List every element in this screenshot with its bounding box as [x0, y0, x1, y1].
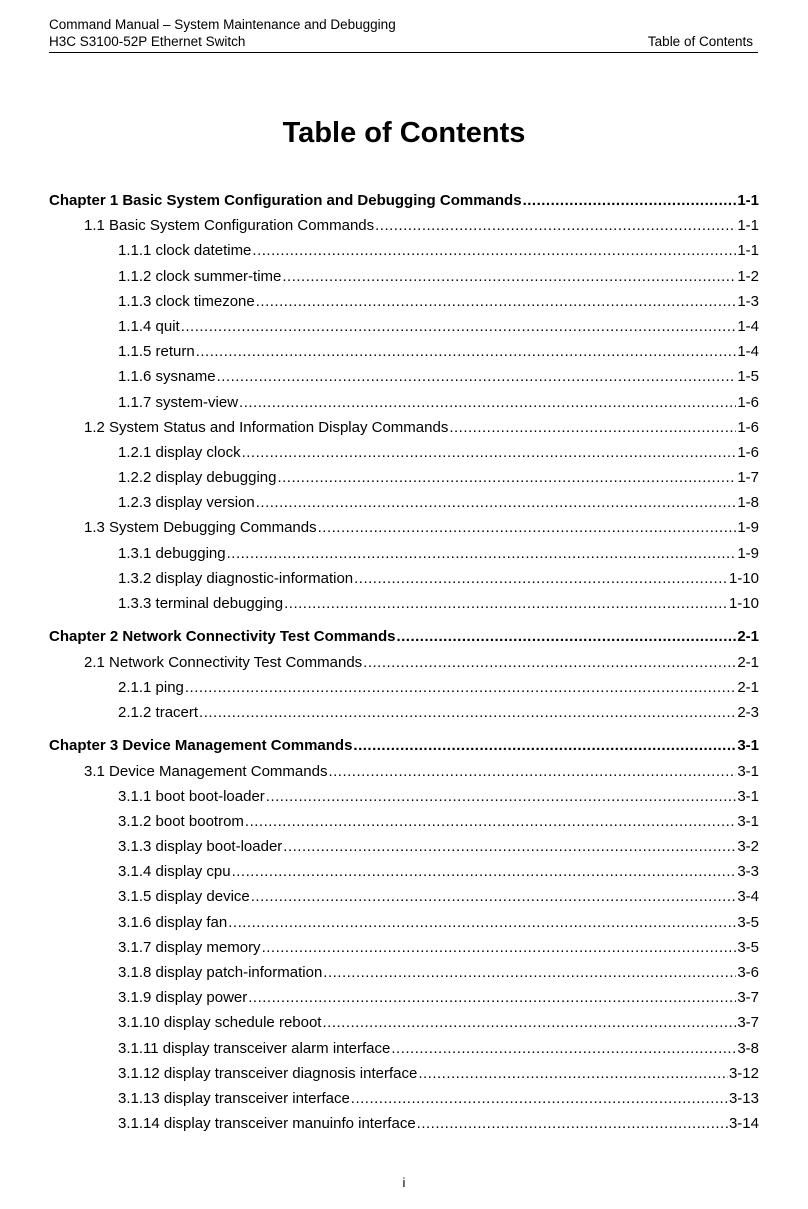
toc-entry-label: 1.1.3 clock timezone: [118, 292, 255, 310]
toc-subsection-entry[interactable]: [49, 1086, 759, 1111]
toc-entry-page: 3-1: [737, 762, 759, 780]
toc-subsection-entry[interactable]: [49, 1010, 759, 1035]
toc-dot-leader: [217, 364, 737, 389]
toc-dot-leader: [417, 1111, 728, 1136]
toc-subsection-entry[interactable]: [49, 884, 759, 909]
toc-subsection-entry[interactable]: [49, 440, 759, 465]
header-product: H3C S3100-52P Ethernet Switch: [49, 34, 246, 49]
toc-subsection-entry[interactable]: [49, 859, 759, 884]
toc-entry-label: Chapter 3 Device Management Commands: [49, 737, 353, 755]
toc-subsection-entry[interactable]: [49, 809, 759, 834]
toc-entry-label: 3.1.8 display patch-information: [118, 964, 323, 981]
toc-subsection-entry[interactable]: [49, 910, 759, 935]
toc-entry-label: 1.3.1 debugging: [118, 544, 226, 562]
toc-section-entry[interactable]: [49, 515, 759, 540]
toc-entry-page: 3-5: [737, 913, 759, 931]
toc-entry-page: 1-8: [737, 494, 759, 512]
toc-entry-label: 1.1 Basic System Configuration Commands: [84, 217, 375, 235]
toc-dot-leader: [185, 675, 736, 700]
toc-dot-leader: [266, 784, 737, 809]
toc-entry-page: 3-12: [728, 1064, 759, 1082]
toc-dot-leader: [396, 624, 736, 649]
toc-dot-leader: [227, 541, 737, 566]
toc-subsection-entry[interactable]: [49, 700, 759, 725]
toc-dot-leader: [181, 314, 737, 339]
toc-subsection-entry[interactable]: [49, 465, 759, 490]
toc-entry-page: 1-4: [737, 343, 759, 361]
toc-entry-page: 3-2: [737, 838, 759, 856]
toc-subsection-entry[interactable]: [49, 566, 759, 591]
toc-dot-leader: [256, 289, 737, 314]
page-header: [49, 16, 753, 50]
toc-entry-page: 3-5: [737, 938, 759, 956]
toc-dot-leader: [318, 515, 737, 540]
header-manual-title: Command Manual – System Maintenance and Debugging: [49, 17, 396, 32]
toc-entry-label: Chapter 1 Basic System Configuration and Debugging Commands: [49, 192, 522, 209]
toc-entry-label: 1.3 System Debugging Commands: [84, 519, 317, 537]
toc-entry-label: 3.1.14 display transceiver manuinfo interface: [118, 1115, 416, 1133]
toc-dot-leader: [251, 884, 737, 909]
toc-dot-leader: [242, 440, 737, 465]
toc-entry-label: 3.1.12 display transceiver diagnosis interface: [118, 1064, 418, 1082]
toc-entry-label: 1.1.7 system-view: [118, 393, 239, 411]
toc-entry-page: 3-7: [737, 989, 759, 1007]
page-title: Table of Contents: [282, 117, 526, 149]
toc-entry-page: 1-7: [737, 469, 759, 487]
toc-entry-label: 1.2.3 display version: [118, 494, 255, 512]
header-row-top: [49, 16, 753, 33]
toc-entry-page: 2-1: [737, 653, 759, 671]
toc-entry-label: 1.1.6 sysname: [118, 368, 216, 386]
toc-entry-page: 1-3: [737, 292, 759, 310]
toc-entry-label: 3.1.2 boot bootrom: [118, 812, 244, 830]
toc-entry-label: 3.1.11 display transceiver alarm interface: [118, 1039, 391, 1057]
toc-subsection-entry[interactable]: [49, 1036, 759, 1061]
toc-entry-label: 3.1.13 display transceiver interface: [118, 1089, 350, 1107]
toc-subsection-entry[interactable]: [49, 1111, 759, 1136]
toc-entry-page: 1-6: [737, 443, 759, 461]
toc-entry-page: 1-6: [737, 393, 759, 411]
toc-entry-page: 3-6: [737, 964, 759, 981]
toc-dot-leader: [245, 809, 736, 834]
toc-dot-leader: [353, 733, 736, 758]
toc-dot-leader: [228, 910, 736, 935]
toc-entry-label: 1.1.5 return: [118, 343, 195, 361]
toc-entry-page: 1-1: [737, 192, 759, 209]
toc-entry-page: 3-8: [737, 1039, 759, 1057]
toc-subsection-entry[interactable]: [49, 490, 759, 515]
toc-dot-leader: [239, 390, 736, 415]
table-of-contents: [49, 188, 759, 1136]
header-rule: [49, 52, 758, 53]
toc-entry-page: 1-9: [737, 519, 759, 537]
toc-subsection-entry[interactable]: [49, 784, 759, 809]
toc-chapter-entry[interactable]: [49, 733, 759, 758]
page-number: i: [402, 1175, 406, 1190]
toc-subsection-entry[interactable]: [49, 314, 759, 339]
toc-chapter-entry[interactable]: [49, 188, 759, 213]
toc-dot-leader: [322, 1010, 736, 1035]
toc-entry-label: 3.1.7 display memory: [118, 938, 261, 956]
toc-entry-label: 2.1.2 tracert: [118, 703, 199, 721]
toc-entry-label: 3.1.10 display schedule reboot: [118, 1014, 322, 1032]
toc-subsection-entry[interactable]: [49, 390, 759, 415]
toc-entry-page: 3-4: [737, 888, 759, 906]
toc-section-entry[interactable]: [49, 415, 759, 440]
toc-chapter-entry[interactable]: [49, 624, 759, 649]
toc-dot-leader: [232, 859, 737, 884]
toc-dot-leader: [418, 1061, 728, 1086]
toc-entry-label: 3.1 Device Management Commands: [84, 762, 328, 780]
toc-subsection-entry[interactable]: [49, 591, 759, 616]
toc-dot-leader: [328, 759, 736, 784]
header-section: Table of Contents: [647, 34, 753, 49]
toc-entry-page: 3-1: [737, 737, 759, 755]
toc-subsection-entry[interactable]: [49, 935, 759, 960]
toc-entry-label: 2.1 Network Connectivity Test Commands: [84, 653, 363, 671]
toc-entry-page: 3-1: [737, 812, 759, 830]
toc-section-entry[interactable]: [49, 759, 759, 784]
toc-subsection-entry[interactable]: [49, 264, 759, 289]
toc-entry-page: 3-1: [737, 787, 759, 805]
toc-dot-leader: [196, 339, 737, 364]
toc-entry-page: 3-14: [728, 1115, 759, 1133]
toc-entry-label: 1.3.2 display diagnostic-information: [118, 569, 354, 587]
toc-entry-label: 1.1.2 clock summer-time: [118, 267, 282, 285]
toc-entry-label: 3.1.5 display device: [118, 888, 250, 906]
toc-dot-leader: [363, 650, 736, 675]
toc-entry-page: 2-1: [737, 678, 759, 696]
toc-entry-label: 3.1.9 display power: [118, 989, 248, 1007]
toc-dot-leader: [375, 213, 736, 238]
header-row-bottom: [49, 33, 753, 50]
toc-subsection-entry[interactable]: [49, 985, 759, 1010]
toc-entry-page: 2-3: [737, 703, 759, 721]
toc-section-entry[interactable]: [49, 650, 759, 675]
toc-subsection-entry[interactable]: [49, 960, 759, 985]
toc-dot-leader: [248, 985, 736, 1010]
toc-dot-leader: [262, 935, 737, 960]
toc-entry-label: Chapter 2 Network Connectivity Test Commands: [49, 628, 396, 646]
toc-entry-label: 3.1.6 display fan: [118, 913, 228, 931]
toc-entry-label: 3.1.4 display cpu: [118, 863, 231, 881]
toc-entry-label: 3.1.1 boot boot-loader: [118, 787, 265, 805]
toc-dot-leader: [277, 465, 736, 490]
toc-entry-page: 1-1: [737, 217, 759, 235]
toc-entry-label: 1.2 System Status and Information Display Commands: [84, 418, 449, 436]
toc-entry-label: 1.1.4 quit: [118, 317, 180, 335]
toc-subsection-entry[interactable]: [49, 364, 759, 389]
toc-dot-leader: [282, 264, 736, 289]
toc-subsection-entry[interactable]: [49, 541, 759, 566]
toc-dot-leader: [391, 1036, 736, 1061]
toc-entry-page: 2-1: [737, 628, 759, 646]
toc-entry-label: 1.1.1 clock datetime: [118, 242, 252, 260]
toc-entry-page: 3-3: [737, 863, 759, 881]
toc-subsection-entry[interactable]: [49, 675, 759, 700]
toc-subsection-entry[interactable]: [49, 1061, 759, 1086]
toc-entry-page: 1-9: [737, 544, 759, 562]
toc-entry-page: 1-10: [728, 595, 759, 612]
toc-entry-page: 1-6: [737, 418, 759, 436]
toc-entry-page: 1-5: [737, 368, 759, 386]
toc-subsection-entry[interactable]: [49, 834, 759, 859]
toc-entry-page: 3-13: [728, 1089, 759, 1107]
toc-entry-page: 1-10: [728, 569, 759, 587]
toc-dot-leader: [351, 1086, 728, 1111]
toc-dot-leader: [523, 188, 737, 213]
toc-entry-label: 1.3.3 terminal debugging: [118, 595, 284, 612]
toc-entry-label: 1.2.1 display clock: [118, 443, 241, 461]
toc-entry-label: 2.1.1 ping: [118, 678, 184, 696]
toc-dot-leader: [449, 415, 736, 440]
toc-entry-page: 3-7: [737, 1014, 759, 1032]
toc-subsection-entry[interactable]: [49, 289, 759, 314]
toc-entry-page: 1-4: [737, 317, 759, 335]
toc-entry-label: 1.2.2 display debugging: [118, 469, 277, 487]
toc-dot-leader: [354, 566, 728, 591]
toc-dot-leader: [256, 490, 737, 515]
toc-subsection-entry[interactable]: [49, 339, 759, 364]
toc-dot-leader: [252, 238, 736, 263]
toc-entry-label: 3.1.3 display boot-loader: [118, 838, 283, 856]
toc-dot-leader: [284, 591, 728, 616]
toc-entry-page: 1-1: [737, 242, 759, 260]
toc-entry-page: 1-2: [737, 267, 759, 285]
toc-dot-leader: [283, 834, 736, 859]
toc-dot-leader: [323, 960, 736, 985]
toc-subsection-entry[interactable]: [49, 238, 759, 263]
toc-section-entry[interactable]: [49, 213, 759, 238]
toc-dot-leader: [199, 700, 736, 725]
